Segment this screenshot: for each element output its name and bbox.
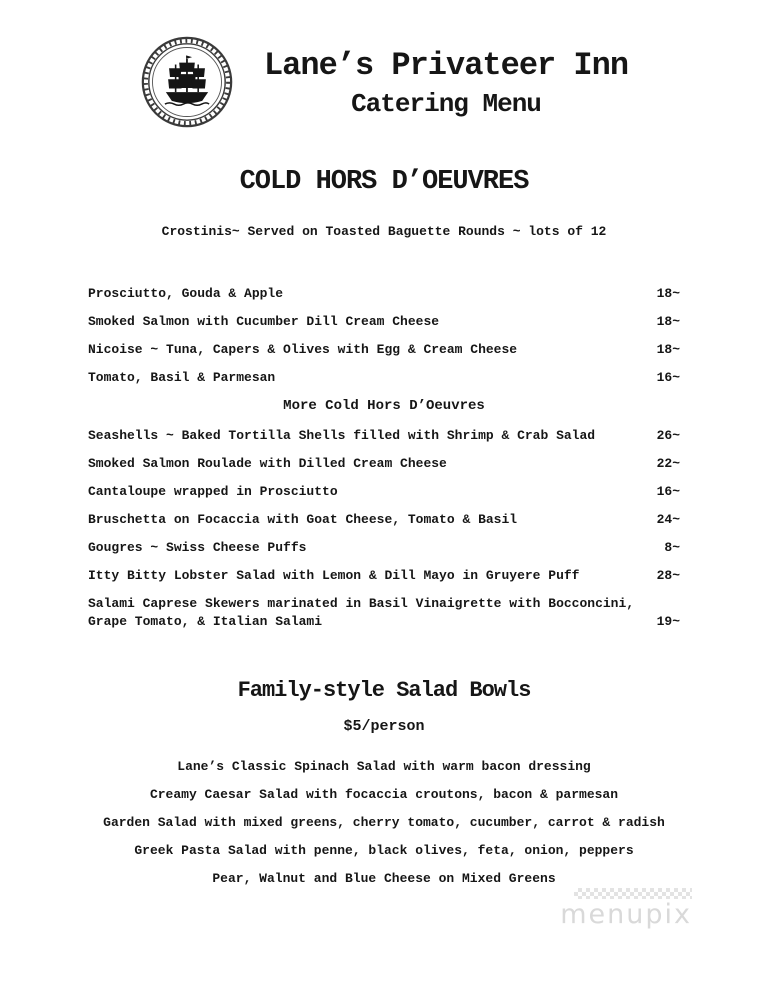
menu-item-row xyxy=(88,341,680,359)
item-name: Itty Bitty Lobster Salad with Lemon & Dill Mayo in Gruyere Puff xyxy=(88,567,580,583)
subsection-title-more-cold: More Cold Hors D’Oeuvres xyxy=(283,398,485,415)
menu-item-row xyxy=(88,539,680,557)
item-name: Tomato, Basil & Parmesan xyxy=(88,370,276,386)
item-price: 18~ xyxy=(656,314,680,330)
watermark-label: menupix xyxy=(560,899,692,930)
item-name: Seashells ~ Baked Tortilla Shells filled with Shrimp & Crab Salad xyxy=(88,428,596,444)
menu-subtitle: Catering Menu xyxy=(351,89,541,120)
salad-item: Garden Salad with mixed greens, cherry tomato, cucumber, carrot & radish xyxy=(103,814,665,830)
menu-item-row xyxy=(88,511,680,529)
item-price: 24~ xyxy=(656,512,680,528)
item-price: 22~ xyxy=(656,456,680,472)
restaurant-name: Lane’s Privateer Inn xyxy=(263,47,629,84)
watermark-pixel-pattern xyxy=(574,888,692,899)
item-name: Smoked Salmon Roulade with Dilled Cream Cheese xyxy=(88,456,447,472)
item-name: Gougres ~ Swiss Cheese Puffs xyxy=(88,539,307,555)
salad-item: Creamy Caesar Salad with focaccia croutons, bacon & parmesan xyxy=(149,786,619,802)
item-name: Cantaloupe wrapped in Prosciutto xyxy=(88,484,338,500)
salad-price-note: $5/person xyxy=(343,718,425,736)
item-price: 8~ xyxy=(664,539,680,555)
salad-item: Lane’s Classic Spinach Salad with warm bacon dressing xyxy=(177,758,591,774)
salad-list xyxy=(0,753,768,893)
item-price: 28~ xyxy=(656,567,680,583)
menu-item-row xyxy=(88,455,680,473)
item-name: Salami Caprese Skewers marinated in Basil Vinaigrette with Bocconcini, Grape Tomato, & Italian Salami xyxy=(88,595,635,629)
title-block xyxy=(62,48,768,119)
menu-item-row xyxy=(88,595,680,631)
item-price: 16~ xyxy=(656,370,680,386)
item-price: 18~ xyxy=(656,342,680,358)
menu-header xyxy=(0,0,768,150)
item-price: 26~ xyxy=(656,428,680,444)
menu-item-row xyxy=(88,483,680,501)
menu-item-row xyxy=(88,567,680,585)
item-price: 19~ xyxy=(656,613,680,629)
menu-item-row xyxy=(88,369,680,387)
item-name: Nicoise ~ Tuna, Capers & Olives with Egg & Cream Cheese xyxy=(88,342,518,358)
menu-item-row xyxy=(88,285,680,303)
salad-item: Pear, Walnut and Blue Cheese on Mixed Greens xyxy=(212,870,556,886)
menu-item-row xyxy=(88,427,680,445)
item-name: Prosciutto, Gouda & Apple xyxy=(88,286,284,302)
item-price: 16~ xyxy=(656,484,680,500)
menupix-watermark xyxy=(560,888,692,928)
salad-item: Greek Pasta Salad with penne, black olives, feta, onion, peppers xyxy=(134,842,634,858)
item-name: Smoked Salmon with Cucumber Dill Cream Cheese xyxy=(88,314,440,330)
section-title-cold-hors-doeuvres: COLD HORS D’OEUVRES xyxy=(239,167,529,197)
menu-item-row xyxy=(88,313,680,331)
item-name: Bruschetta on Focaccia with Goat Cheese, Tomato & Basil xyxy=(88,512,518,528)
item-price: 18~ xyxy=(656,286,680,302)
crostinis-note: Crostinis~ Served on Toasted Baguette Rounds ~ lots of 12 xyxy=(161,224,607,240)
cold-hors-doeuvres-list xyxy=(0,285,768,630)
section-title-family-salad-bowls: Family-style Salad Bowls xyxy=(237,677,531,703)
